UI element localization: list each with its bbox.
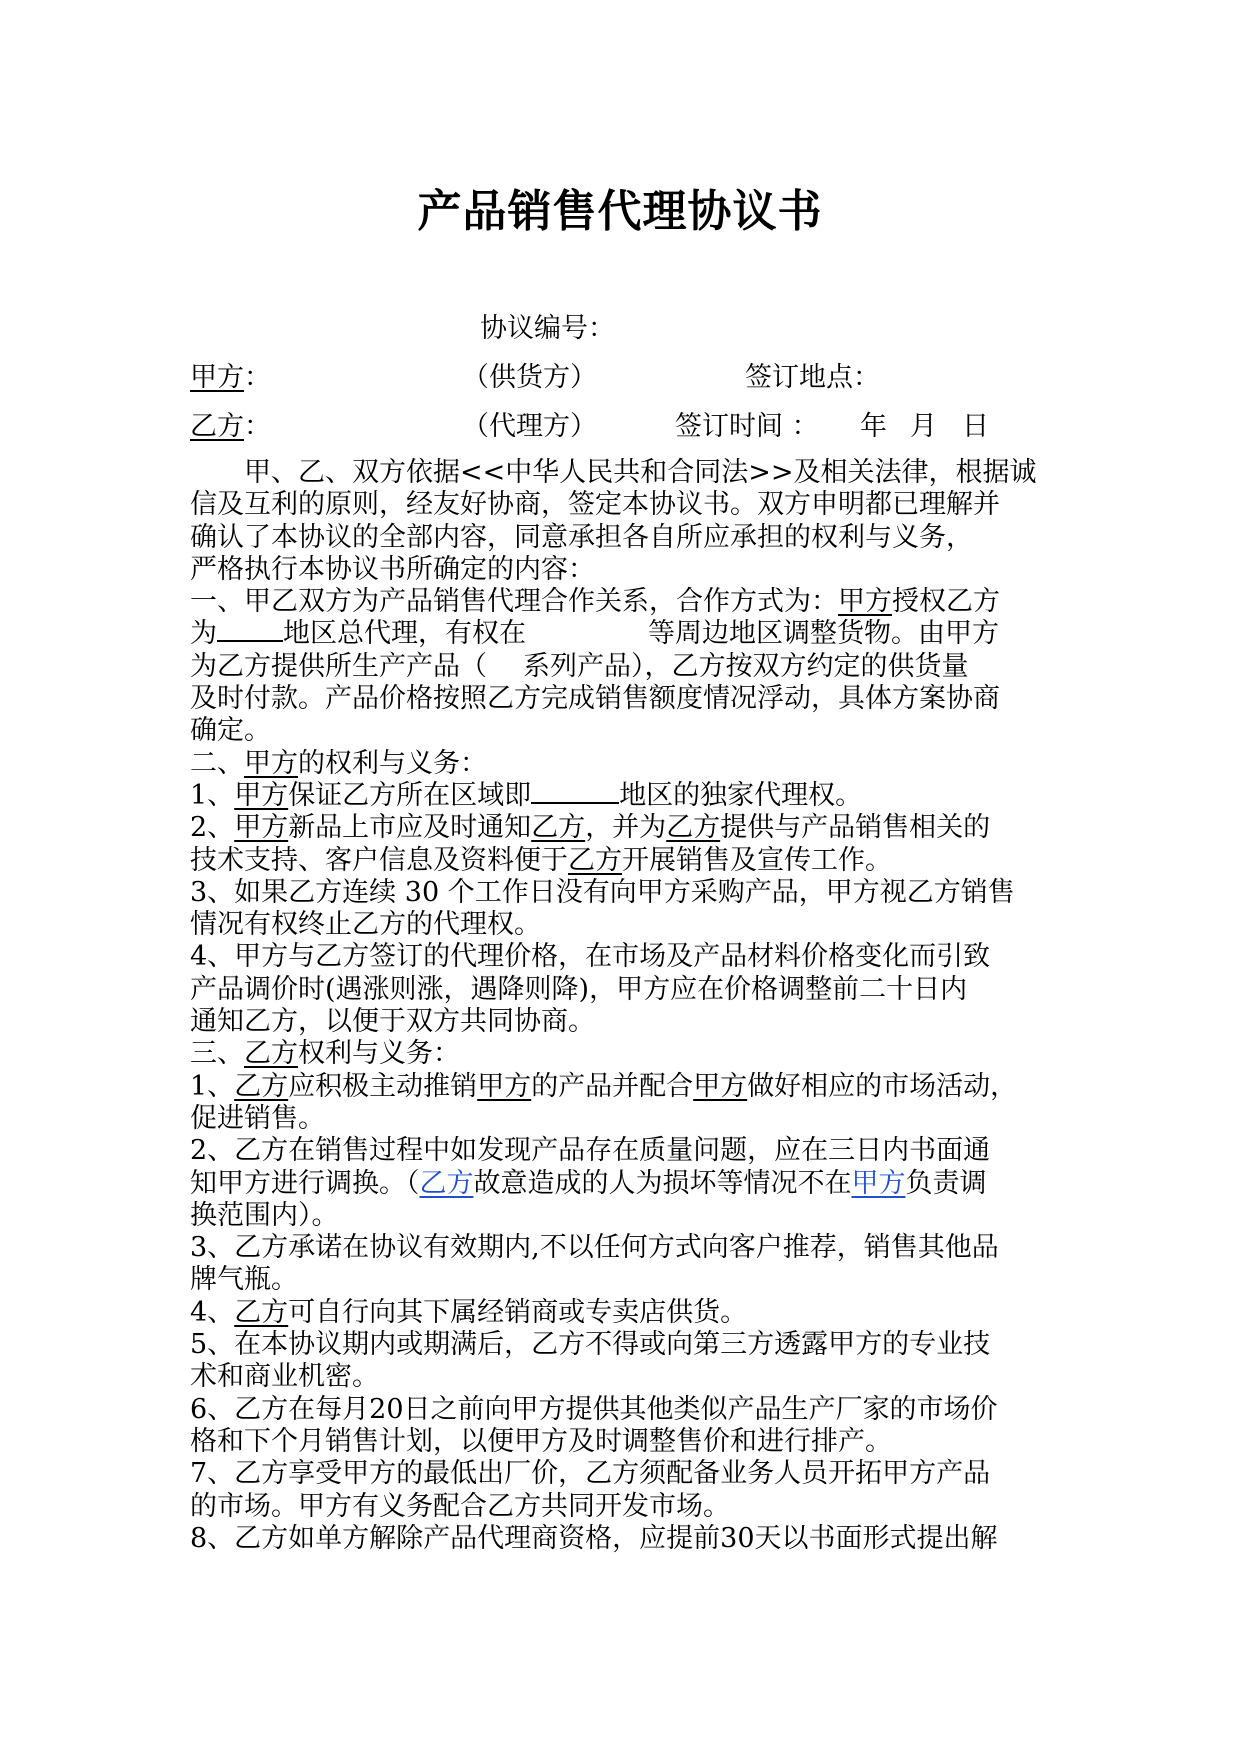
- party-a-ref: 甲方: [838, 586, 892, 618]
- intro-line: 严格执行本协议书所确定的内容：: [190, 553, 595, 585]
- section2-text: 技术支持、客户信息及资料便于: [190, 844, 568, 876]
- party-a-ref: 甲方: [234, 779, 289, 811]
- intro-line: 甲、乙、双方依据<<中华人民共和合同法>>及相关法律，根据诚: [244, 457, 1037, 488]
- section2-text: 地区的独家代理权。: [619, 779, 863, 811]
- signing-day: 日: [962, 411, 989, 442]
- section3-item: [190, 1071, 1070, 1103]
- section3-item: 2、乙方在销售过程中如发现产品存在质量问题，应在三日内书面通: [190, 1135, 991, 1167]
- section3-text: 应积极主动推销: [288, 1070, 478, 1102]
- party-a-ref: 甲方: [477, 1070, 532, 1102]
- section2-text: ，并为: [585, 812, 667, 844]
- party-b-ref: 乙方: [244, 1038, 298, 1070]
- party-b-ref: 乙方: [666, 812, 721, 844]
- party-b-ref: 乙方: [568, 844, 622, 876]
- section2-item: [190, 812, 1070, 844]
- section1-text: 为乙方提供所生产产品（: [190, 650, 487, 682]
- section1-line: [190, 586, 1070, 618]
- party-a-ref: 甲方: [693, 1070, 748, 1102]
- section2-text: 新品上市应及时通知: [288, 812, 532, 844]
- section3-text: 故意造成的人为损坏等情况不在: [473, 1167, 852, 1199]
- section1-text: 为: [190, 618, 217, 650]
- item-number: 1、: [190, 1070, 235, 1102]
- section3-heading: [190, 1038, 1070, 1070]
- section2-text: 二、: [190, 747, 244, 779]
- signing-time-label: 签订时间 ：: [675, 411, 819, 442]
- section2-item: [190, 780, 1070, 812]
- section2-text: 的权利与义务：: [298, 747, 487, 779]
- signing-month: 月: [910, 411, 937, 442]
- section3-item: 格和下个月销售计划，以便甲方及时调整售价和进行排产。: [190, 1425, 892, 1457]
- section3-item: 牌气瓶。: [190, 1264, 298, 1296]
- item-number: 1、: [190, 779, 235, 811]
- section2-item: 4、甲方与乙方签订的代理价格，在市场及产品材料价格变化而引致: [190, 941, 991, 973]
- signing-place-label: 签订地点：: [745, 362, 880, 393]
- intro-line: 信及互利的原则，经友好协商，签定本协议书。双方申明都已理解并: [190, 489, 1000, 521]
- party-a-colon: ：: [244, 362, 271, 393]
- party-a-role: （供货方）: [462, 362, 597, 393]
- party-b-name: 乙方: [190, 411, 244, 442]
- section3-text: 负责调: [905, 1167, 987, 1199]
- section3-item: 5、在本协议期内或期满后，乙方不得或向第三方透露甲方的专业技: [190, 1329, 991, 1361]
- section3-item: [190, 1168, 1070, 1200]
- section2-text: 保证乙方所在区域即: [288, 779, 532, 811]
- fill-in-blank: [531, 780, 619, 804]
- section3-item: [190, 1297, 1070, 1329]
- party-b-role: （代理方）: [462, 411, 597, 442]
- section2-text: 提供与产品销售相关的: [720, 812, 991, 844]
- section3-item: 7、乙方享受甲方的最低出厂价，乙方须配备业务人员开拓甲方产品: [190, 1458, 991, 1490]
- section1-line: 确定。: [190, 715, 271, 747]
- section1-text: 等周边地区调整货物。由甲方: [648, 618, 999, 650]
- section3-text: 可自行向其下属经销商或专卖店供货。: [288, 1296, 748, 1328]
- section2-item: [190, 845, 1070, 877]
- party-a-link[interactable]: 甲方: [851, 1167, 906, 1199]
- party-b-ref: 乙方: [531, 812, 586, 844]
- section3-item: 促进销售。: [190, 1102, 325, 1134]
- section2-text: 开展销售及宣传工作。: [622, 844, 892, 876]
- section1-line: [190, 651, 1070, 683]
- section1-line: 及时付款。产品价格按照乙方完成销售额度情况浮动，具体方案协商: [190, 683, 1000, 715]
- signing-year: 年: [860, 411, 887, 442]
- section1-text: 地区总代理，有权在: [283, 618, 526, 650]
- section2-heading: [190, 748, 1070, 780]
- party-b-line: [190, 411, 271, 443]
- section3-text: 权利与义务：: [298, 1038, 460, 1070]
- section3-item: 换范围内）。: [190, 1199, 339, 1231]
- party-b-link[interactable]: 乙方: [419, 1167, 474, 1199]
- agreement-body: [190, 457, 1070, 1555]
- document-title: 产品销售代理协议书: [417, 186, 823, 237]
- party-a-ref: 甲方: [244, 747, 298, 779]
- item-number: 4、: [190, 1296, 235, 1328]
- section3-text: 知甲方进行调换。（: [190, 1167, 420, 1199]
- section3-text: 做好相应的市场活动，: [747, 1070, 1018, 1102]
- party-b-colon: ：: [244, 411, 271, 442]
- intro-line: 确认了本协议的全部内容，同意承担各自所应承担的权利与义务，: [190, 521, 973, 553]
- section3-item: 术和商业机密。: [190, 1361, 379, 1393]
- item-number: 2、: [190, 812, 235, 844]
- section3-item: 3、乙方承诺在协议有效期内,不以任何方式向客户推荐，销售其他品: [190, 1232, 999, 1264]
- section3-item: 6、乙方在每月20日之前向甲方提供其他类似产品生产厂家的市场价: [190, 1393, 998, 1425]
- section1-text: 一、甲乙双方为产品销售代理合作关系，合作方式为：: [190, 586, 838, 618]
- agreement-number-label: 协议编号：: [480, 313, 615, 344]
- section2-item: 情况有权终止乙方的代理权。: [190, 909, 541, 941]
- section1-text: 授权乙方: [892, 586, 1000, 618]
- section2-item: 产品调价时(遇涨则涨，遇降则降)，甲方应在价格调整前二十日内: [190, 973, 968, 1005]
- section3-text: 的产品并配合: [531, 1070, 694, 1102]
- section1-text: 系列产品），乙方按双方约定的供货量: [523, 650, 969, 682]
- party-b-ref: 乙方: [234, 1296, 289, 1328]
- party-b-ref: 乙方: [234, 1070, 289, 1102]
- section3-item: 的市场。甲方有义务配合乙方共同开发市场。: [190, 1490, 730, 1522]
- section2-item: 通知乙方，以便于双方共同协商。: [190, 1006, 595, 1038]
- party-a-ref: 甲方: [234, 812, 289, 844]
- party-a-line: [190, 362, 271, 394]
- section1-line: [190, 618, 1070, 650]
- section3-item: 8、乙方如单方解除产品代理商资格，应提前30天以书面形式提出解: [190, 1522, 998, 1554]
- section3-text: 三、: [190, 1038, 244, 1070]
- party-a-name: 甲方: [190, 362, 244, 393]
- fill-in-blank: [217, 618, 283, 642]
- section2-item: 3、如果乙方连续 30 个工作日没有向甲方采购产品，甲方视乙方销售: [190, 876, 1015, 908]
